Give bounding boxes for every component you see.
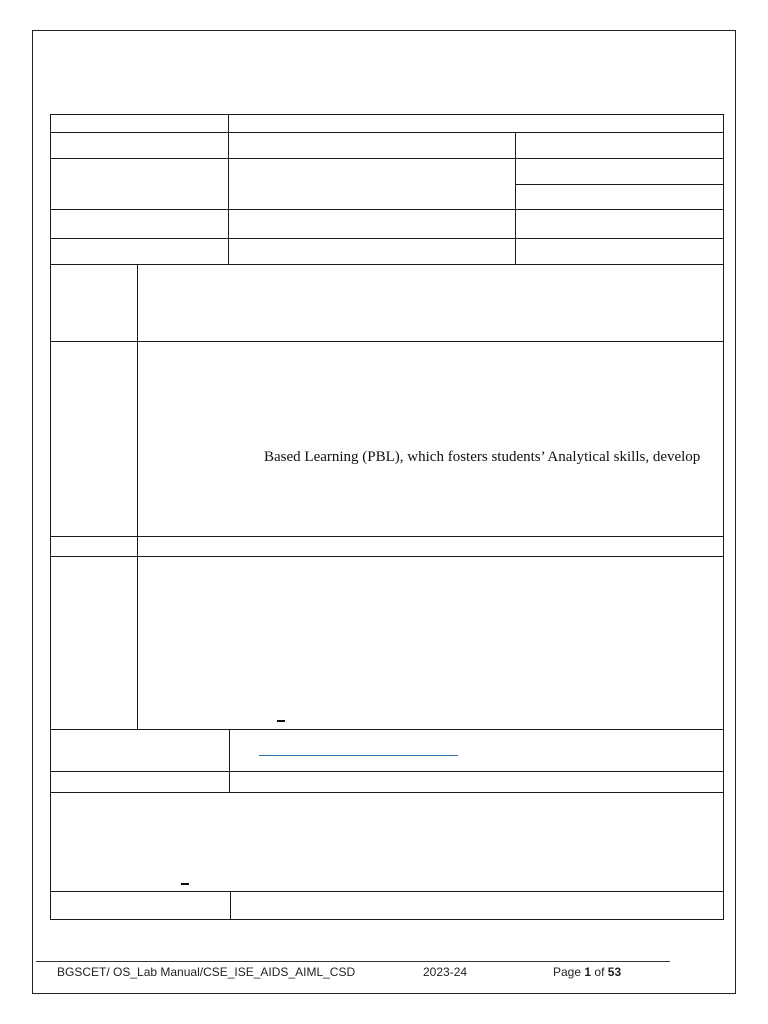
table-rule bbox=[50, 919, 724, 920]
page-label: Page bbox=[553, 965, 582, 979]
table-rule bbox=[228, 114, 229, 264]
table-rule bbox=[230, 891, 231, 919]
table-rule bbox=[50, 536, 724, 537]
table-rule bbox=[50, 114, 724, 115]
table-rule bbox=[50, 264, 724, 265]
table-rule bbox=[137, 264, 138, 729]
table-rule bbox=[50, 238, 724, 239]
table-rule bbox=[229, 729, 230, 792]
dash-mark bbox=[277, 720, 285, 722]
table-rule bbox=[50, 114, 51, 920]
dash-mark bbox=[181, 883, 189, 885]
footer-rule bbox=[36, 961, 670, 962]
table-rule bbox=[515, 132, 516, 264]
table-rule bbox=[50, 341, 724, 342]
hyperlink-underline[interactable] bbox=[259, 755, 458, 756]
table-rule bbox=[516, 184, 724, 185]
table-rule bbox=[50, 771, 724, 772]
table-rule bbox=[723, 114, 724, 920]
table-rule bbox=[50, 729, 724, 730]
table-rule bbox=[50, 891, 724, 892]
footer-manual-id: BGSCET/ OS_Lab Manual/CSE_ISE_AIDS_AIML_CSD bbox=[57, 965, 356, 979]
table-rule bbox=[50, 158, 724, 159]
pbl-paragraph-fragment: Based Learning (PBL), which fosters students’ Analytical skills, develop bbox=[264, 449, 701, 465]
footer-academic-year: 2023-24 bbox=[423, 965, 468, 979]
page-total: 53 bbox=[607, 965, 622, 979]
page-of: of bbox=[594, 965, 605, 979]
table-rule bbox=[50, 209, 724, 210]
footer-page-number bbox=[553, 965, 621, 979]
table-rule bbox=[50, 556, 724, 557]
table-rule bbox=[50, 792, 724, 793]
page-current: 1 bbox=[584, 965, 592, 979]
table-rule bbox=[50, 132, 724, 133]
